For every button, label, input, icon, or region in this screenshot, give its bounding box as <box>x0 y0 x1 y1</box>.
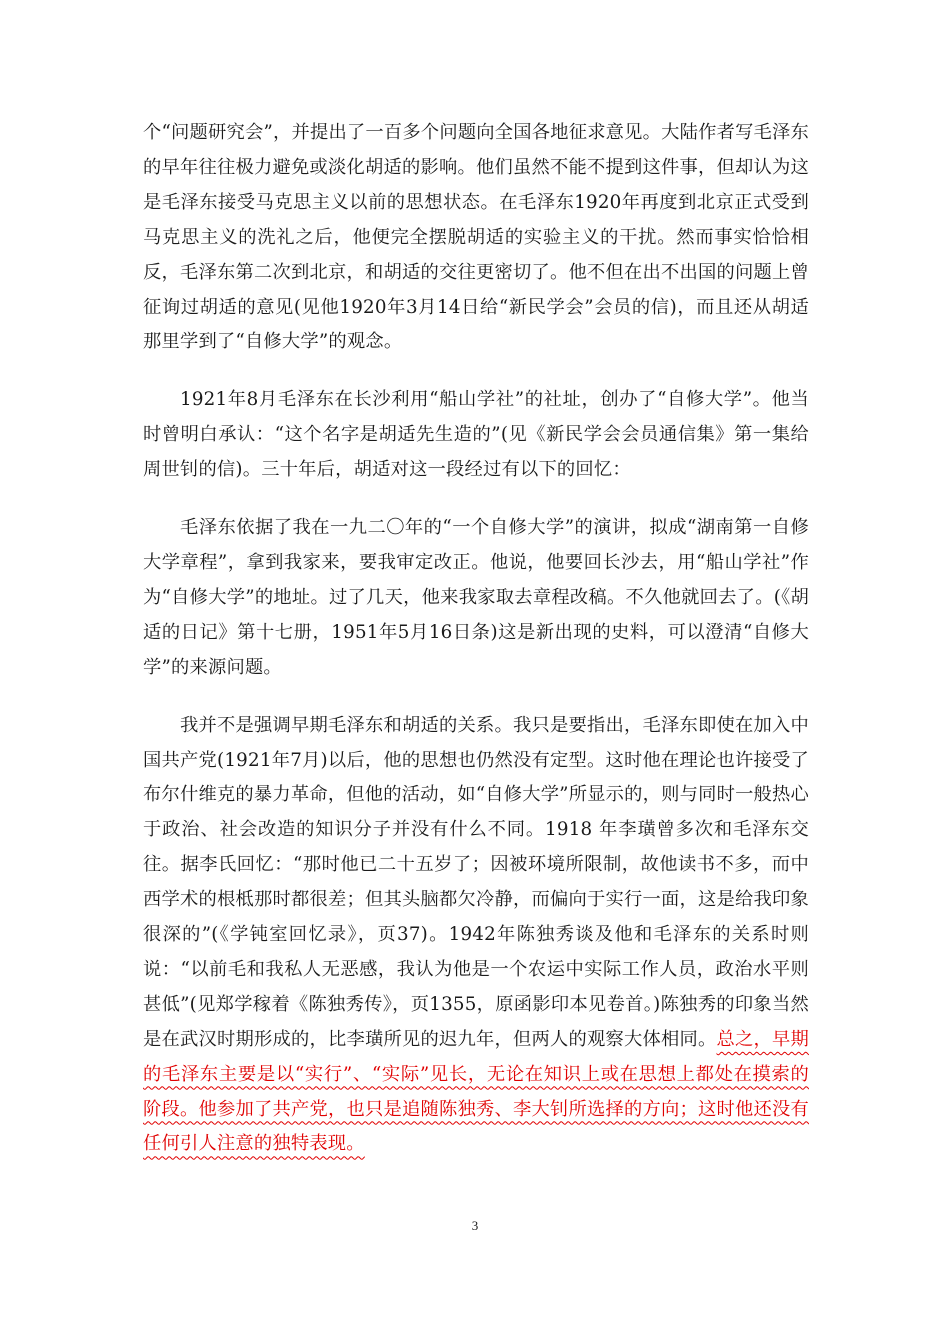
paragraph-4-text: 我并不是强调早期毛泽东和胡适的关系。我只是要指出，毛泽东即使在加入中国共产党(1921年7月)以后，他的思想也仍然没有定型。这时他在理论也许接受了布尔什维克的暴力革命，但他的活动，如“自修大学”所显示的，则与同时一般热心于政治、社会改造的知识分子并没有什么不同。1918 年李璜曾多次和毛泽东交往。据李氏回忆：“那时他已二十五岁了；因被环境所限制，故他读书不多，而中西学术的根柢那时都很差；但其头脑都欠冷静，而偏向于实行一面，这是给我印象很深的”(《学钝室回忆录》，页37)。1942年陈独秀谈及他和毛泽东的关系时则说：“以前毛和我私人无恶感，我认为他是一个农运中实际工作人员，政治水平则甚低”(见郑学稼着《陈独秀传》，页1355，原函影印本见卷首。)陈独秀的印象当然是在武汉时期形成的，比李璜所见的迟九年，但两人的观察大体相同。 <box>143 714 809 1050</box>
page-number: 3 <box>471 1218 479 1233</box>
paragraph-3-text: 毛泽东依据了我在一九二〇年的“一个自修大学”的演讲，拟成“湖南第一自修大学章程”，拿到我家来，要我审定改正。他说，他要回长沙去，用“船山学社”作为“自修大学”的地址。过了几天，他来我家取去章程改稿。不久他就回去了。(《胡适的日记》第十七册，1951年5月16日条)这是新出现的史料，可以澄清“自修大学”的来源问题。 <box>143 517 809 678</box>
paragraph-4 <box>143 709 809 1163</box>
paragraph-4-highlighted-text: 总之，早期的毛泽东主要是以“实行”、“实际”见长，无论在知识上或在思想上都处在摸索的阶段。他参加了共产党，也只是追随陈独秀、李大钊所选择的方向；这时他还没有任何引人注意的独特表现。 <box>143 1028 809 1155</box>
paragraph-1-text: 个“问题研究会”，并提出了一百多个问题向全国各地征求意见。大陆作者写毛泽东的早年往往极力避免或淡化胡适的影响。他们虽然不能不提到这件事，但却认为这是毛泽东接受马克思主义以前的思想状态。在毛泽东1920年再度到北京正式受到马克思主义的洗礼之后，他便完全摆脱胡适的实验主义的干扰。然而事实恰恰相反，毛泽东第二次到北京，和胡适的交往更密切了。他不但在出不出国的问题上曾征询过胡适的意见(见他1920年3月14日给“新民学会”会员的信)，而且还从胡适那里学到了“自修大学”的观念。 <box>143 122 809 353</box>
paragraph-1 <box>143 116 809 360</box>
document-body <box>143 116 809 1185</box>
paragraph-2-text: 1921年8月毛泽东在长沙利用“船山学社”的社址，创办了“自修大学”。他当时曾明白承认：“这个名字是胡适先生造的”(见《新民学会会员通信集》第一集给周世钊的信)。三十年后，胡适对这一段经过有以下的回忆： <box>143 389 809 481</box>
paragraph-3-quote <box>143 511 809 686</box>
paragraph-2 <box>143 383 809 488</box>
